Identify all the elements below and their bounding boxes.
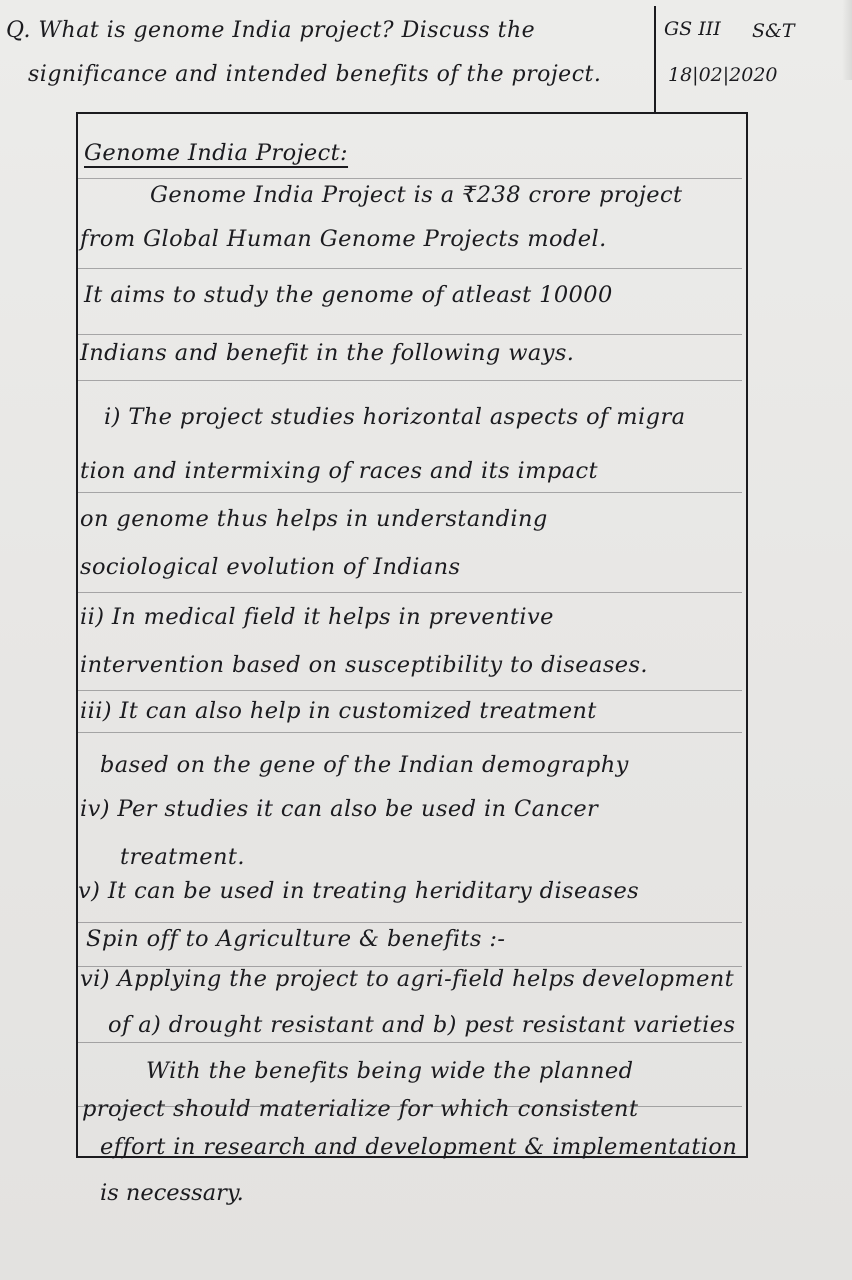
ruled-line: [78, 380, 742, 381]
ruled-line: [78, 178, 742, 179]
answer-line: vi) Applying the project to agri-field helps development: [80, 966, 735, 992]
answer-line: from Global Human Genome Projects model.: [80, 226, 607, 252]
answer-line: v) It can be used in treating heriditary diseases: [78, 878, 640, 904]
answer-line: based on the gene of the Indian demography: [100, 752, 629, 778]
ruled-line: [78, 492, 742, 493]
question-line-1: Q. What is genome India project? Discuss the: [6, 18, 536, 43]
ruled-line: [78, 268, 742, 269]
answer-line: Spin off to Agriculture & benefits :-: [86, 926, 506, 952]
answer-line: ii) In medical field it helps in preventive: [80, 604, 554, 630]
answer-line: project should materialize for which consistent: [82, 1096, 639, 1122]
question-line-2: significance and intended benefits of the project.: [28, 62, 602, 87]
paper-fold-shadow: [842, 0, 852, 80]
answer-line: sociological evolution of Indians: [80, 554, 461, 580]
answer-line: on genome thus helps in understanding: [80, 506, 548, 532]
ruled-line: [78, 334, 742, 335]
answer-line: effort in research and development & implementation: [100, 1134, 738, 1160]
ruled-line: [78, 592, 742, 593]
answer-line: i) The project studies horizontal aspects of migra: [104, 404, 686, 430]
answer-line: intervention based on susceptibility to diseases.: [80, 652, 648, 678]
answer-line: It aims to study the genome of atleast 10000: [84, 282, 613, 308]
paper-code: GS III: [664, 18, 721, 40]
answer-closing: is necessary.: [100, 1180, 244, 1206]
answer-line: iii) It can also help in customized treatment: [80, 698, 597, 724]
answer-line: Genome India Project is a ₹238 crore project: [150, 182, 683, 208]
meta-divider: [654, 6, 656, 112]
ruled-line: [78, 732, 742, 733]
answer-line: treatment.: [120, 844, 245, 870]
answer-date: 18|02|2020: [668, 64, 778, 86]
ruled-line: [78, 1042, 742, 1043]
answer-line: of a) drought resistant and b) pest resistant varieties: [108, 1012, 736, 1038]
answer-heading: Genome India Project:: [84, 140, 349, 166]
answer-line: Indians and benefit in the following ways.: [80, 340, 575, 366]
answer-line: tion and intermixing of races and its impact: [80, 458, 598, 484]
ruled-line: [78, 922, 742, 923]
ruled-line: [78, 690, 742, 691]
answer-line: iv) Per studies it can also be used in Cancer: [80, 796, 599, 822]
subject-code: S&T: [752, 20, 795, 42]
answer-line: With the benefits being wide the planned: [146, 1058, 634, 1084]
